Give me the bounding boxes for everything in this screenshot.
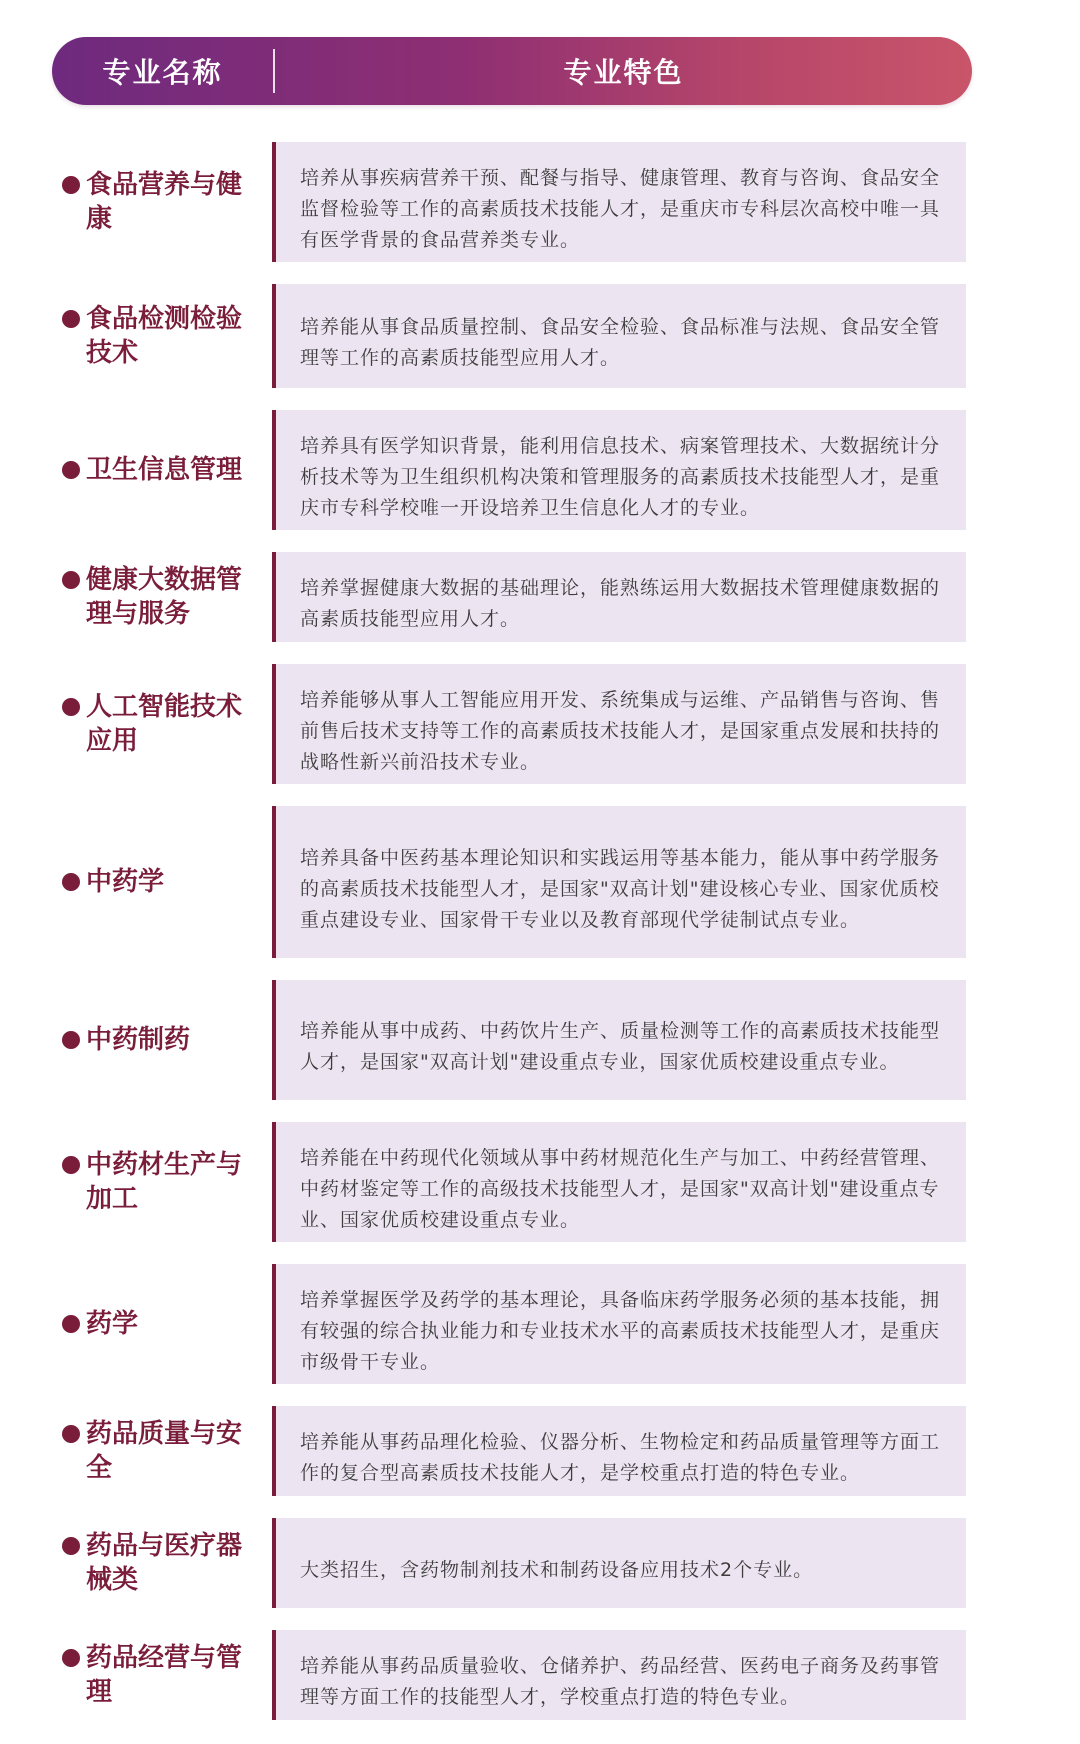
- major-desc-cell: [272, 1406, 966, 1496]
- table-header: [52, 37, 972, 105]
- major-name-cell: [62, 1122, 272, 1242]
- header-major-features: 专业特色: [563, 56, 684, 89]
- major-desc-cell: [272, 664, 966, 784]
- major-name-cell: [62, 1406, 272, 1496]
- major-desc-cell: [272, 142, 966, 262]
- bullet-icon: [62, 873, 80, 891]
- major-desc: 培养掌握医学及药学的基本理论，具备临床药学服务必须的基本技能，拥有较强的综合执业能力和专业技术水平的高素质技术技能型人才，是重庆市级骨干专业。: [300, 1288, 941, 1373]
- major-name-cell: [62, 1630, 272, 1720]
- major-name-cell: [62, 284, 272, 388]
- major-name-cell: [62, 410, 272, 530]
- major-name: 健康大数据管理与服务: [86, 565, 243, 629]
- major-name: 人工智能技术应用: [86, 692, 243, 756]
- major-name: 药品与医疗器械类: [86, 1531, 243, 1595]
- major-desc: 大类招生，含药物制剂技术和制药设备应用技术2个专业。: [300, 1558, 814, 1581]
- bullet-icon: [62, 310, 80, 328]
- major-desc: 培养能从事中成药、中药饮片生产、质量检测等工作的高素质技术技能型人才，是国家"双高计划"建设重点专业，国家优质校建设重点专业。: [300, 1020, 941, 1073]
- bullet-icon: [62, 461, 80, 479]
- major-desc-cell: [272, 552, 966, 642]
- bullet-icon: [62, 571, 80, 589]
- major-desc: 培养能够从事人工智能应用开发、系统集成与运维、产品销售与咨询、售前售后技术支持等工作的高素质技术技能人才，是国家重点发展和扶持的战略性新兴前沿技术专业。: [300, 688, 941, 773]
- major-desc-cell: [272, 410, 966, 530]
- bullet-icon: [62, 1425, 80, 1443]
- major-desc: 培养能从事药品质量验收、仓储养护、药品经营、医药电子商务及药事管理等方面工作的技能型人才，学校重点打造的特色专业。: [300, 1655, 941, 1708]
- major-name: 食品检测检验技术: [86, 304, 243, 368]
- major-row: [0, 664, 1080, 784]
- bullet-icon: [62, 1031, 80, 1049]
- major-row: [0, 1122, 1080, 1242]
- major-row: [0, 1264, 1080, 1384]
- major-desc: 培养掌握健康大数据的基础理论，能熟练运用大数据技术管理健康数据的高素质技能型应用人才。: [300, 577, 941, 630]
- bullet-icon: [62, 1156, 80, 1174]
- bullet-icon: [62, 1649, 80, 1667]
- major-name: 中药学: [86, 867, 165, 897]
- major-name-cell: [62, 1518, 272, 1608]
- major-row: [0, 1518, 1080, 1608]
- major-desc-cell: [272, 1122, 966, 1242]
- bullet-icon: [62, 176, 80, 194]
- major-name-cell: [62, 1264, 272, 1384]
- major-row: [0, 142, 1080, 262]
- major-name-cell: [62, 806, 272, 958]
- major-desc: 培养能从事食品质量控制、食品安全检验、食品标准与法规、食品安全管理等工作的高素质技能型应用人才。: [300, 316, 941, 369]
- major-name: 食品营养与健康: [86, 170, 243, 234]
- header-major-name: 专业名称: [102, 56, 223, 89]
- major-desc: 培养能从事药品理化检验、仪器分析、生物检定和药品质量管理等方面工作的复合型高素质技术技能人才，是学校重点打造的特色专业。: [300, 1431, 941, 1484]
- major-row: [0, 410, 1080, 530]
- major-name: 中药材生产与加工: [86, 1150, 243, 1214]
- major-desc: 培养具有医学知识背景，能利用信息技术、病案管理技术、大数据统计分析技术等为卫生组织机构决策和管理服务的高素质技术技能型人才，是重庆市专科学校唯一开设培养卫生信息化人才的专业。: [300, 434, 941, 519]
- major-name: 卫生信息管理: [86, 455, 243, 485]
- major-desc-cell: [272, 1264, 966, 1384]
- bullet-icon: [62, 1315, 80, 1333]
- major-desc-cell: [272, 1518, 966, 1608]
- major-row: [0, 1406, 1080, 1496]
- major-name: 药品质量与安全: [86, 1419, 243, 1483]
- bullet-icon: [62, 698, 80, 716]
- major-row: [0, 806, 1080, 958]
- major-row: [0, 1630, 1080, 1720]
- major-desc-cell: [272, 1630, 966, 1720]
- major-name-cell: [62, 980, 272, 1100]
- major-name: 药学: [86, 1309, 139, 1339]
- major-desc: 培养能在中药现代化领域从事中药材规范化生产与加工、中药经营管理、中药材鉴定等工作的高级技术技能型人才，是国家"双高计划"建设重点专业、国家优质校建设重点专业。: [300, 1146, 941, 1231]
- major-name: 药品经营与管理: [86, 1643, 243, 1707]
- major-desc: 培养具备中医药基本理论知识和实践运用等基本能力，能从事中药学服务的高素质技术技能型人才，是国家"双高计划"建设核心专业、国家优质校重点建设专业、国家骨干专业以及教育部现代学徒制试点专业。: [300, 846, 941, 931]
- major-desc-cell: [272, 980, 966, 1100]
- major-desc-cell: [272, 806, 966, 958]
- major-row: [0, 284, 1080, 388]
- major-name: 中药制药: [86, 1025, 191, 1055]
- major-row: [0, 552, 1080, 642]
- bullet-icon: [62, 1537, 80, 1555]
- major-name-cell: [62, 664, 272, 784]
- major-name-cell: [62, 142, 272, 262]
- major-row: [0, 980, 1080, 1100]
- major-desc: 培养从事疾病营养干预、配餐与指导、健康管理、教育与咨询、食品安全监督检验等工作的高素质技术技能人才，是重庆市专科层次高校中唯一具有医学背景的食品营养类专业。: [300, 166, 941, 251]
- major-name-cell: [62, 552, 272, 642]
- major-desc-cell: [272, 284, 966, 388]
